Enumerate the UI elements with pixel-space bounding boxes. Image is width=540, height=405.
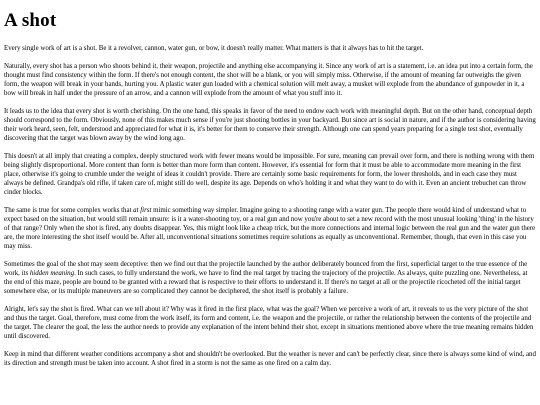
paragraph: Naturally, every shot has a person who shoots behind it, their weapon, projectile and anything else accompanying it. Since any work of art is a statement, i.e. an idea put into a certain form, the thought must find consistency within the form. If there's not enough content, the shot will be a blank, or you will simply miss. Otherwise, if the amount of meaning far outweighs the given form, the weapon will break in your hands, hurting you. A plastic water gun loaded with a chemical solution will melt away, a musket will explode from the abundance of gunpowder in it, a bow will break in half under the pressure of an arrow, and a cannon will explode from the amount of what you stuff into it.: [4, 63, 533, 97]
paragraph: Alright, let's say the shot is fired. What can we tell about it? Why was it fired in the first place, what was the goal? When we perceive a work of art, it reveals to us the very picture of the shot and thus the target. Goal, therefore, must come from the work itself, its form and content, i.e. the weapon and the projectile, or rather the relationship between the contents of the projectile and the target. The clearer the goal, the less the author needs to provide any explanation of the intent behind their shot, except in situations mentioned above where the true meaning remains hidden until discovered.: [4, 306, 534, 340]
article-body: [4, 44, 536, 368]
emphasis: its hidden meaning: [21, 270, 75, 277]
page-title: A shot: [4, 10, 57, 31]
paragraph: Every single work of art is a shot. Be it a revolver, cannon, water gun, or bow, it doesn't really matter. What matters is that it always has to hit the target.: [4, 45, 424, 52]
paragraph: This doesn't at all imply that creating a complex, deeply structured work with fewer means would be impossible. For sure, meaning can prevail over form, and there is nothing wrong with them being slightly disproportional. More content than form is better than more form than content. However, it's essential for form that it must be able to accommodate more meaning in the first place, otherwise it's going to crumble under the weight of ideas it couldn't provide. There are certainly some basic requirements for form, the lower thresholds, and in each case they must always be defined. Grandpa's old rifle, if taken care of, might still do well, despite its age. Depends on who's holding it and what they want to do with it. Even an ancient trebuchet can throw cinder blocks.: [4, 153, 535, 196]
paragraph: The same is true for some complex works that at first mimic something way simpler. Imagine going to a shooting range with a water gun. The people there would kind of understand what to expect based on the situation, but would still remain unsure: is it a water-shooting toy, or a real gun and now you're about to set a new record with the most unusual looking 'thing' in the history of that range? Only when the shot is fired, any doubts disappear. Yes, this might look like a cheap trick, but the more connections and internal logic between the real gun and the water gun there are, the more interesting the shot itself would be. After all, unconventional situations sometimes require solutions as equally as unconventional. Remember, though, that even in this case you may miss.: [4, 207, 536, 250]
paragraph: Sometimes the goal of the shot may seem deceptive: then we find out that the projectile launched by the author deliberately bounced from the first, superficial target to the true essence of the work, its hidden meaning. In such cases, to fully understand the work, we have to find the real target by tracing the trajectory of the projectile. As always, quite puzzling one. Nevertheless, at the end of this maze, people are bound to be granted with a reward that is respective to their efforts to understand it. If there's no target at all or the projectile ricocheted off the initial target somewhere else, or its multiple maneuvers are so complicated they cannot be deciphered, the shot itself is probably a failure.: [4, 261, 528, 295]
emphasis: at first: [133, 207, 152, 214]
paragraph: It leads us to the idea that every shot is worth cherishing. On the one hand, this speaks in favor of the need to endow each work with meaningful depth. But on the other hand, conceptual depth should correspond to the form. Obviously, none of this makes much sense if you're just shooting bottles in your backyard. But since art is social in nature, and if the author is considering having their work heard, seen, felt, understood and appreciated for what it is, it's better for them to conserve their strength. Although one can spend years preparing for a single test shot, eventually discovering that the target was blown away by the wind long ago.: [4, 108, 536, 142]
paragraph: Keep in mind that different weather conditions accompany a shot and shouldn't be overlooked. But the weather is never and can't be perfectly clear, since there is always some kind of wind, and its direction and strength must be taken into account. A shot fired in a storm is not the same as one fired on a calm day.: [4, 351, 536, 367]
